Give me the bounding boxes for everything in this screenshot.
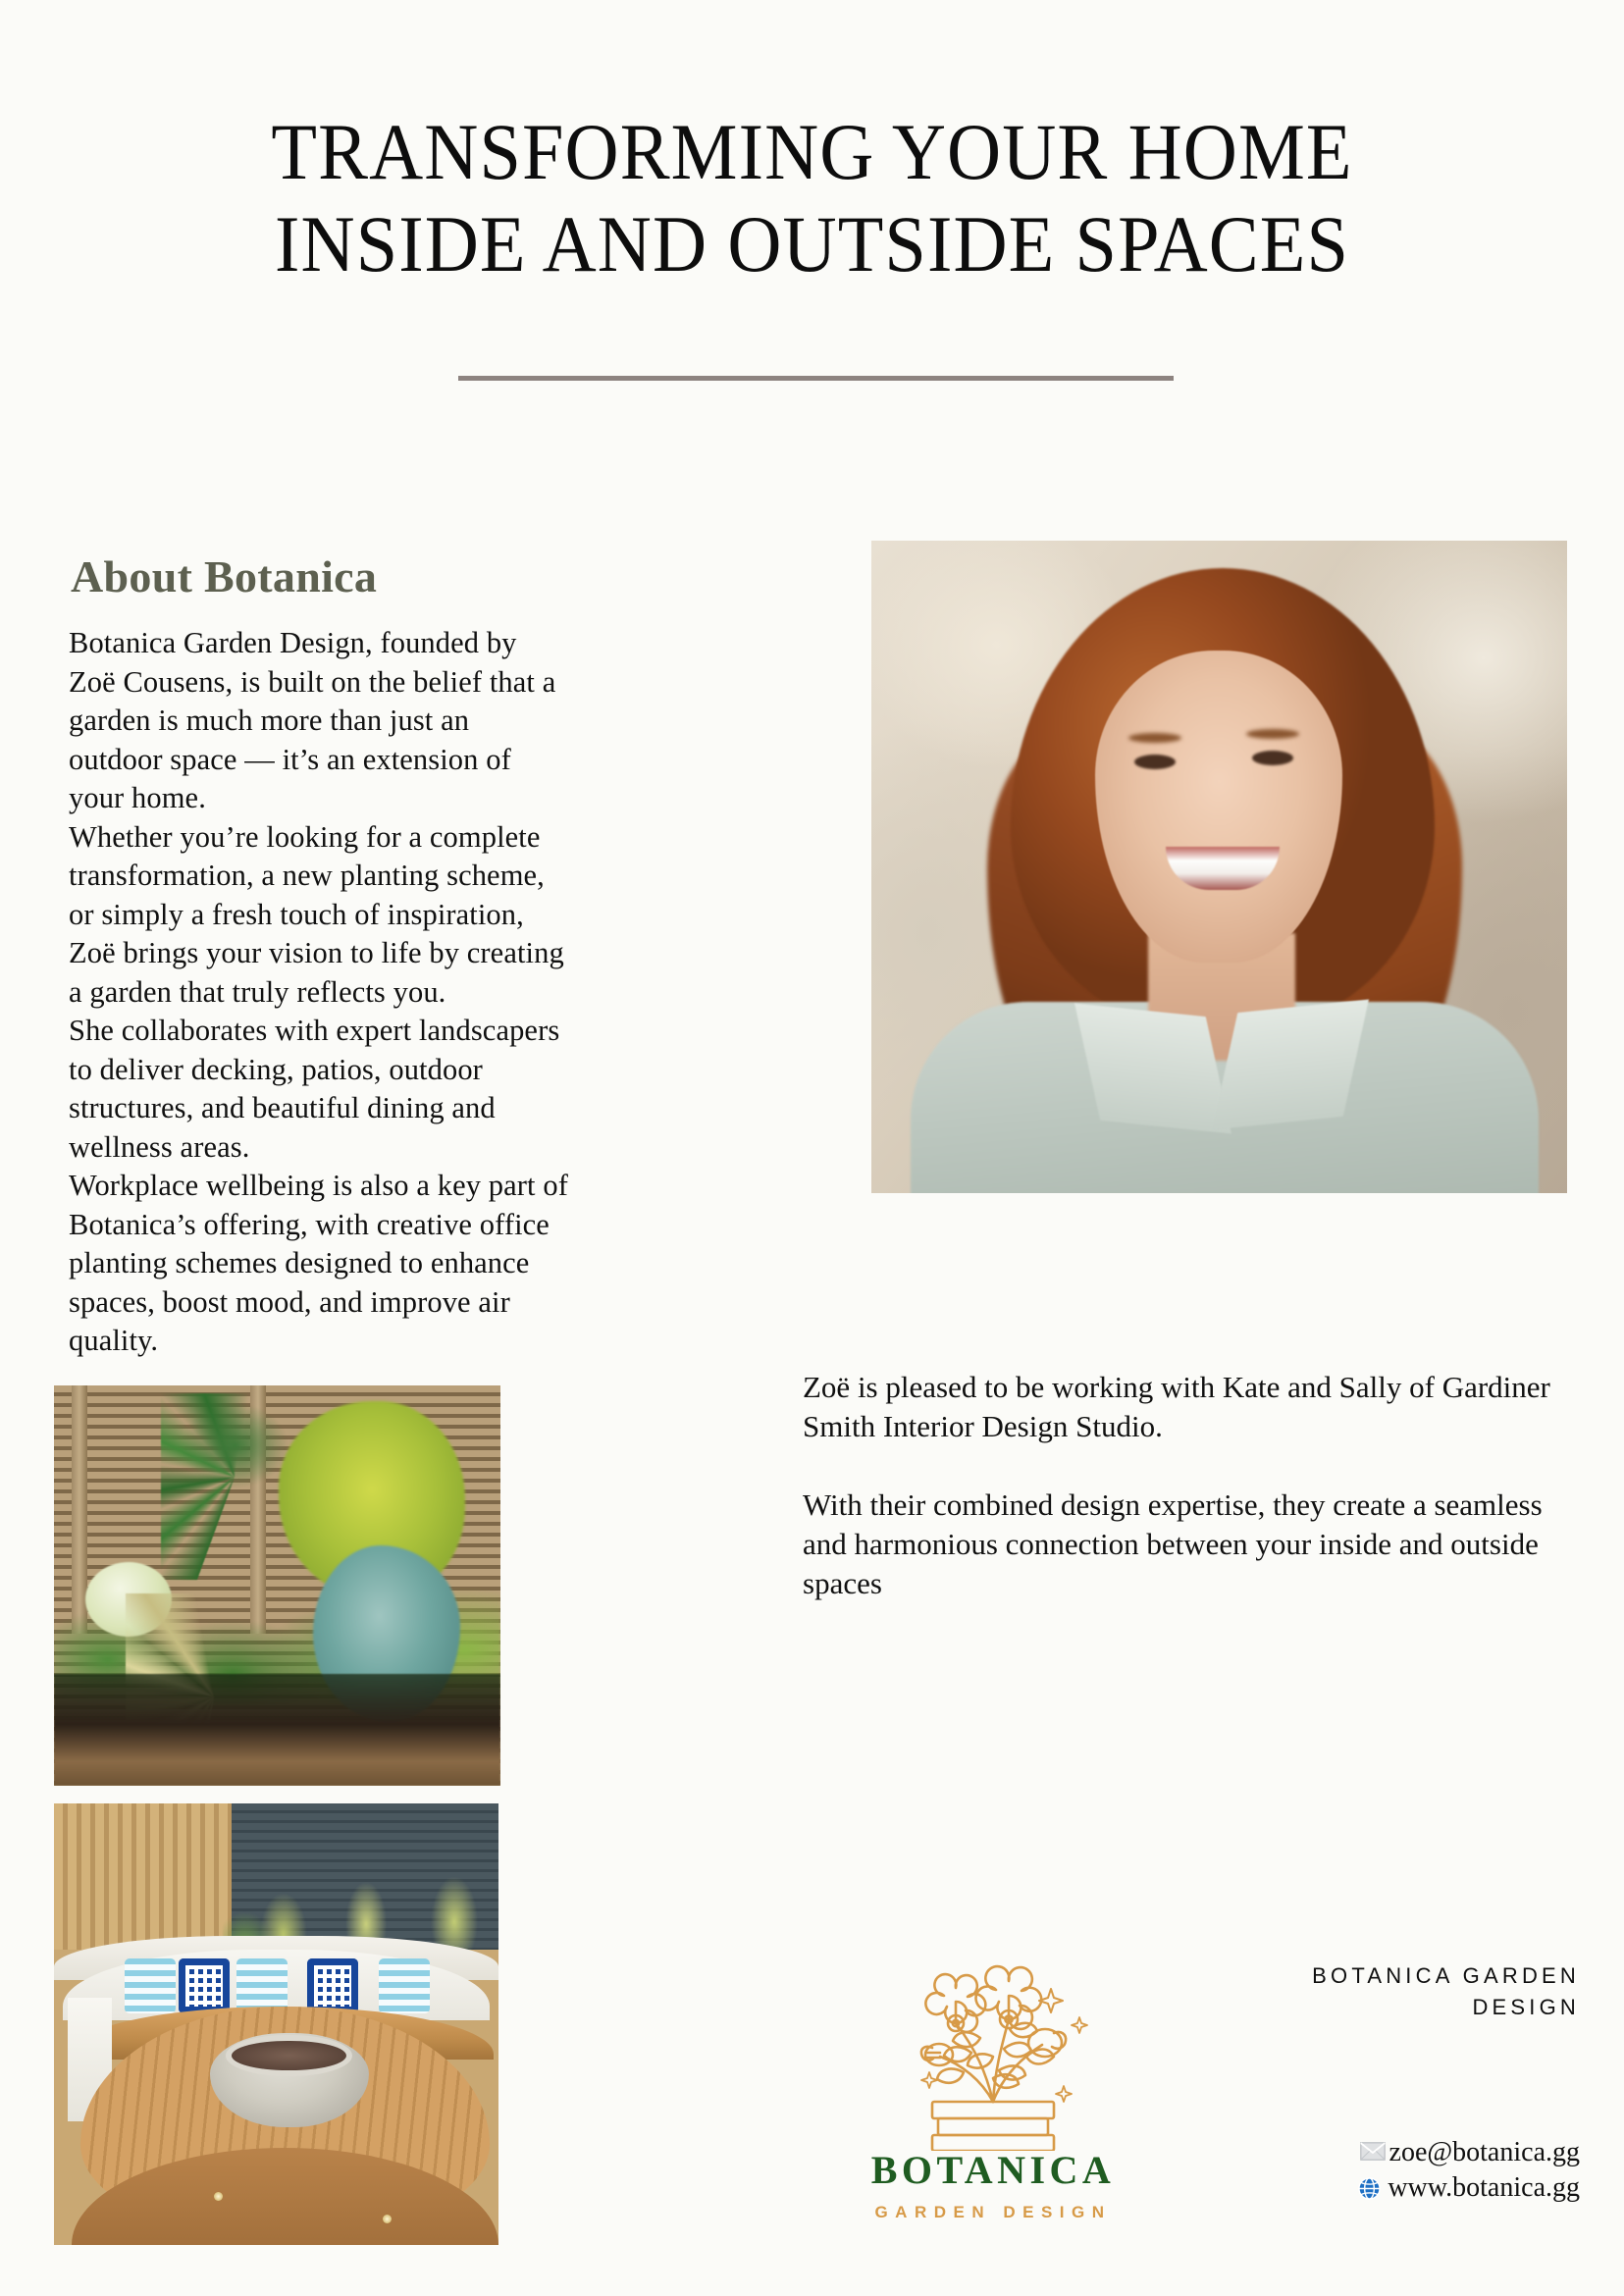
patio-cushion-stripe-2 [236,1958,288,2013]
about-paragraph-1: Botanica Garden Design, founded by Zoë Cousens, is built on the belief that a garden is much more than just an outdoor space — it’s an extension of your home. [69,626,556,814]
portrait-brow-left [1128,733,1181,743]
footer-brand-line-1: BOTANICA GARDEN [1312,1963,1580,1988]
globe-icon [1358,2177,1384,2199]
patio-cushion-navy-1 [179,1958,230,2013]
portrait-eye-right [1252,751,1293,765]
patio-deck-light-2 [383,2215,392,2223]
patio-cushion-stripe-3 [379,1958,430,2013]
contact-block [1128,2135,1580,2206]
about-section-heading: About Botanica [71,551,378,601]
portrait-face [1095,651,1342,963]
footer-brand-line-2: DESIGN [1472,1995,1580,2019]
portrait-photo [871,541,1567,1193]
page-title-line-1: TRANSFORMING YOUR HOME [271,107,1353,196]
garden-soil-bed [54,1674,500,1786]
collaboration-text [803,1368,1558,1603]
portrait-brow-right [1246,729,1299,739]
garden-palm [161,1393,308,1580]
botanica-logo [846,1955,1140,2222]
title-divider [458,376,1174,381]
envelope-icon [1360,2142,1386,2164]
contact-website-text: www.botanica.gg [1388,2172,1580,2203]
page-title [0,106,1624,290]
patio-cushion-stripe-1 [125,1958,176,2013]
footer-brand [1168,1960,1580,2023]
about-section-body [69,624,569,1361]
logo-tagline: GARDEN DESIGN [874,2203,1112,2221]
patio-deck-light-1 [214,2192,223,2201]
about-paragraph-2: Whether you’re looking for a complete transformation, a new planting scheme, or simply a fresh touch of inspiration, Zoë brings your vision to life by creating a garden that truly reflects you. [69,819,564,1009]
about-paragraph-3: She collaborates with expert landscapers to deliver decking, patios, outdoor structures, and beautiful dining and wellness areas. [69,1014,560,1164]
portrait-eye-left [1134,755,1176,769]
patio-firepit-photo [54,1803,498,2245]
logo-wordmark: BOTANICA [870,2148,1116,2192]
contact-website-row[interactable] [1128,2170,1580,2206]
garden-planting-photo [54,1385,500,1786]
patio-cushion-navy-2 [307,1958,358,2013]
about-paragraph-4: Workplace wellbeing is also a key part of Botanica’s offering, with creative office planting schemes designed to enhance spaces, boost mood, and improve air quality. [69,1169,568,1357]
collaboration-paragraph-2: With their combined design expertise, they create a seamless and harmonious connection between your inside and outside spaces [803,1487,1543,1600]
contact-email-row[interactable] [1128,2135,1580,2170]
flower-planter-icon [846,1955,1140,2151]
patio-timber-fence [54,1803,232,1950]
contact-email-text: zoe@botanica.gg [1388,2137,1580,2167]
collaboration-paragraph-1: Zoë is pleased to be working with Kate and Sally of Gardiner Smith Interior Design Studio. [803,1370,1550,1443]
page-title-line-2: INSIDE AND OUTSIDE SPACES [275,199,1349,288]
